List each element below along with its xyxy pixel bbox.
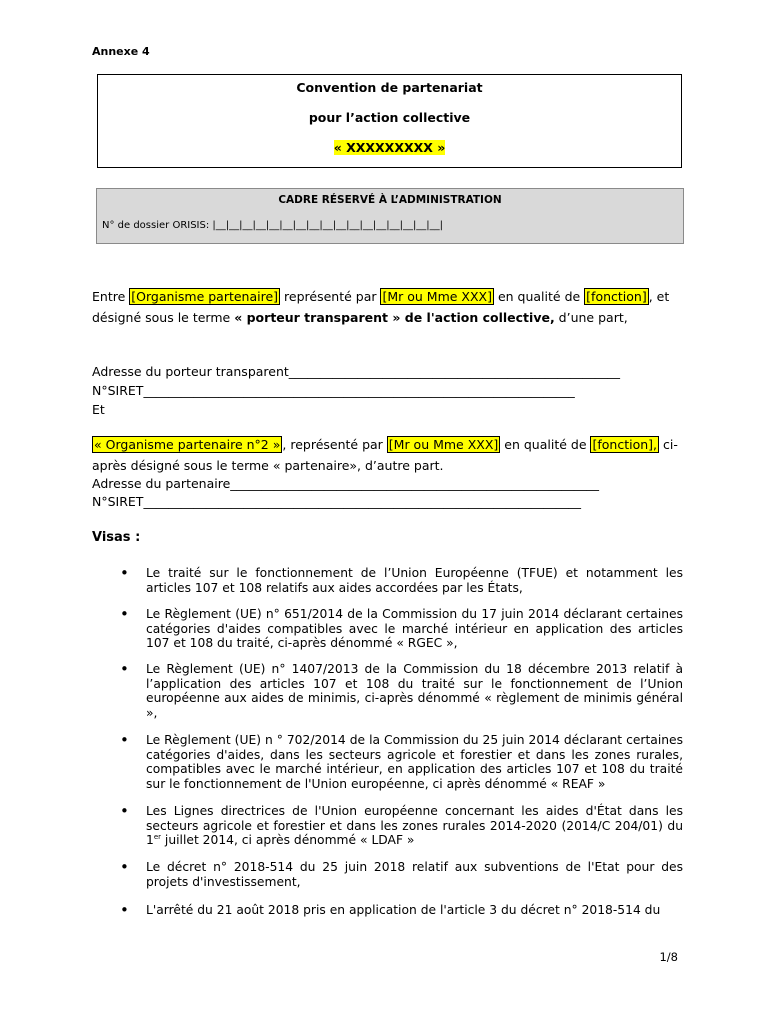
bullet: • <box>120 660 129 678</box>
visas-heading: Visas : <box>92 530 141 545</box>
visa-item: Le Règlement (UE) n° 651/2014 de la Commission du 17 juin 2014 déclarant certaines catégories d'aides compatibles avec le marché intérieur en application des articles 107 et 108 du traité, ci-après dénommé « RGEC », <box>146 607 683 650</box>
page-number: 1/8 <box>659 950 678 964</box>
admin-reserved-box <box>96 188 684 244</box>
visa-item <box>146 804 683 848</box>
visa-item: Le traité sur le fonctionnement de l’Union Européenne (TFUE) et notamment les articles 107 et 108 relatifs aux aides accordées par les États, <box>146 566 683 595</box>
title-line-3 <box>98 140 681 155</box>
bullet: • <box>120 858 129 876</box>
annex-label: Annexe 4 <box>92 45 150 58</box>
function-placeholder: [fonction] <box>586 289 647 304</box>
org2-placeholder: « Organisme partenaire n°2 » <box>94 437 281 452</box>
text: juillet 2014, ci après dénommé « LDAF » <box>161 833 415 847</box>
function2-placeholder: [fonction], <box>592 437 657 452</box>
person2-placeholder: [Mr ou Mme XXX] <box>388 437 499 452</box>
text: Entre <box>92 289 130 304</box>
title-line-1: Convention de partenariat <box>296 80 483 95</box>
party1-line2 <box>92 310 628 325</box>
party2-line1 <box>92 437 678 452</box>
person-placeholder: [Mr ou Mme XXX] <box>382 289 492 304</box>
porteur-address: Adresse du porteur transparent_____________________________________________________ <box>92 364 621 379</box>
text: en qualité de <box>493 289 585 304</box>
party1-line1 <box>92 289 669 304</box>
org-placeholder: [Organisme partenaire] <box>131 289 279 304</box>
partenaire-address: Adresse du partenaire___________________________________________________________ <box>92 476 600 491</box>
action-name-placeholder: « XXXXXXXXX » <box>333 140 446 155</box>
visa-item: Le décret n° 2018-514 du 25 juin 2018 relatif aux subventions de l'Etat pour des projets d'investissement, <box>146 860 683 889</box>
admin-box-title: CADRE RÉSERVÉ À L’ADMINISTRATION <box>278 194 502 206</box>
title-line-2: pour l’action collective <box>308 110 471 125</box>
bullet: • <box>120 731 129 749</box>
title-box <box>97 74 682 168</box>
bullet: • <box>120 605 129 623</box>
visa-item: Le Règlement (UE) n ° 702/2014 de la Commission du 25 juin 2014 déclarant certaines catégories d'aides, dans les secteurs agricole et forestier et dans les zones rurales, compatibles avec le marché intérieur, en application des articles 107 et 108 du traité sur le fonctionnement de l'Union européenne, ci après dénommé « REAF » <box>146 733 683 791</box>
text: d’une part, <box>554 310 628 325</box>
bullet: • <box>120 564 129 582</box>
text: en qualité de <box>500 437 591 452</box>
orisis-dossier-number: N° de dossier ORISIS: |__|__|__|__|__|__|__|__|__|__|__|__|__|__|__|__|__| <box>102 220 444 231</box>
porteur-term: « porteur transparent » de l'action collective, <box>234 310 555 325</box>
et-label: Et <box>92 402 105 417</box>
visa-item: L'arrêté du 21 août 2018 pris en application de l'article 3 du décret n° 2018-514 du <box>146 903 661 917</box>
text: , représenté par <box>282 437 387 452</box>
bullet: • <box>120 802 129 820</box>
text: désigné sous le terme <box>92 310 235 325</box>
partenaire-siret: N°SIRET______________________________________________________________________ <box>92 494 581 509</box>
porteur-siret: N°SIRET_____________________________________________________________________ <box>92 383 575 398</box>
visa-item: Le Règlement (UE) n° 1407/2013 de la Commission du 18 décembre 2013 relatif à l’application des articles 107 et 108 du traité sur le fonctionnement de l’Union européenne aux aides de minimis, ci-après dénommé « règlement de minimis général », <box>146 662 683 720</box>
text: représenté par <box>280 289 381 304</box>
text: , et <box>648 289 670 304</box>
party2-line2: après désigné sous le terme « partenaire», d’autre part. <box>92 458 444 473</box>
bullet: • <box>120 901 129 919</box>
superscript: er <box>153 832 162 841</box>
text: ci- <box>659 437 678 452</box>
text: Les Lignes directrices de l'Union européenne concernant les aides d'État dans les secteurs agricole et forestier et dans les zones rurales 2014-2020 (2014/C 204/01) du 1 <box>146 804 683 847</box>
